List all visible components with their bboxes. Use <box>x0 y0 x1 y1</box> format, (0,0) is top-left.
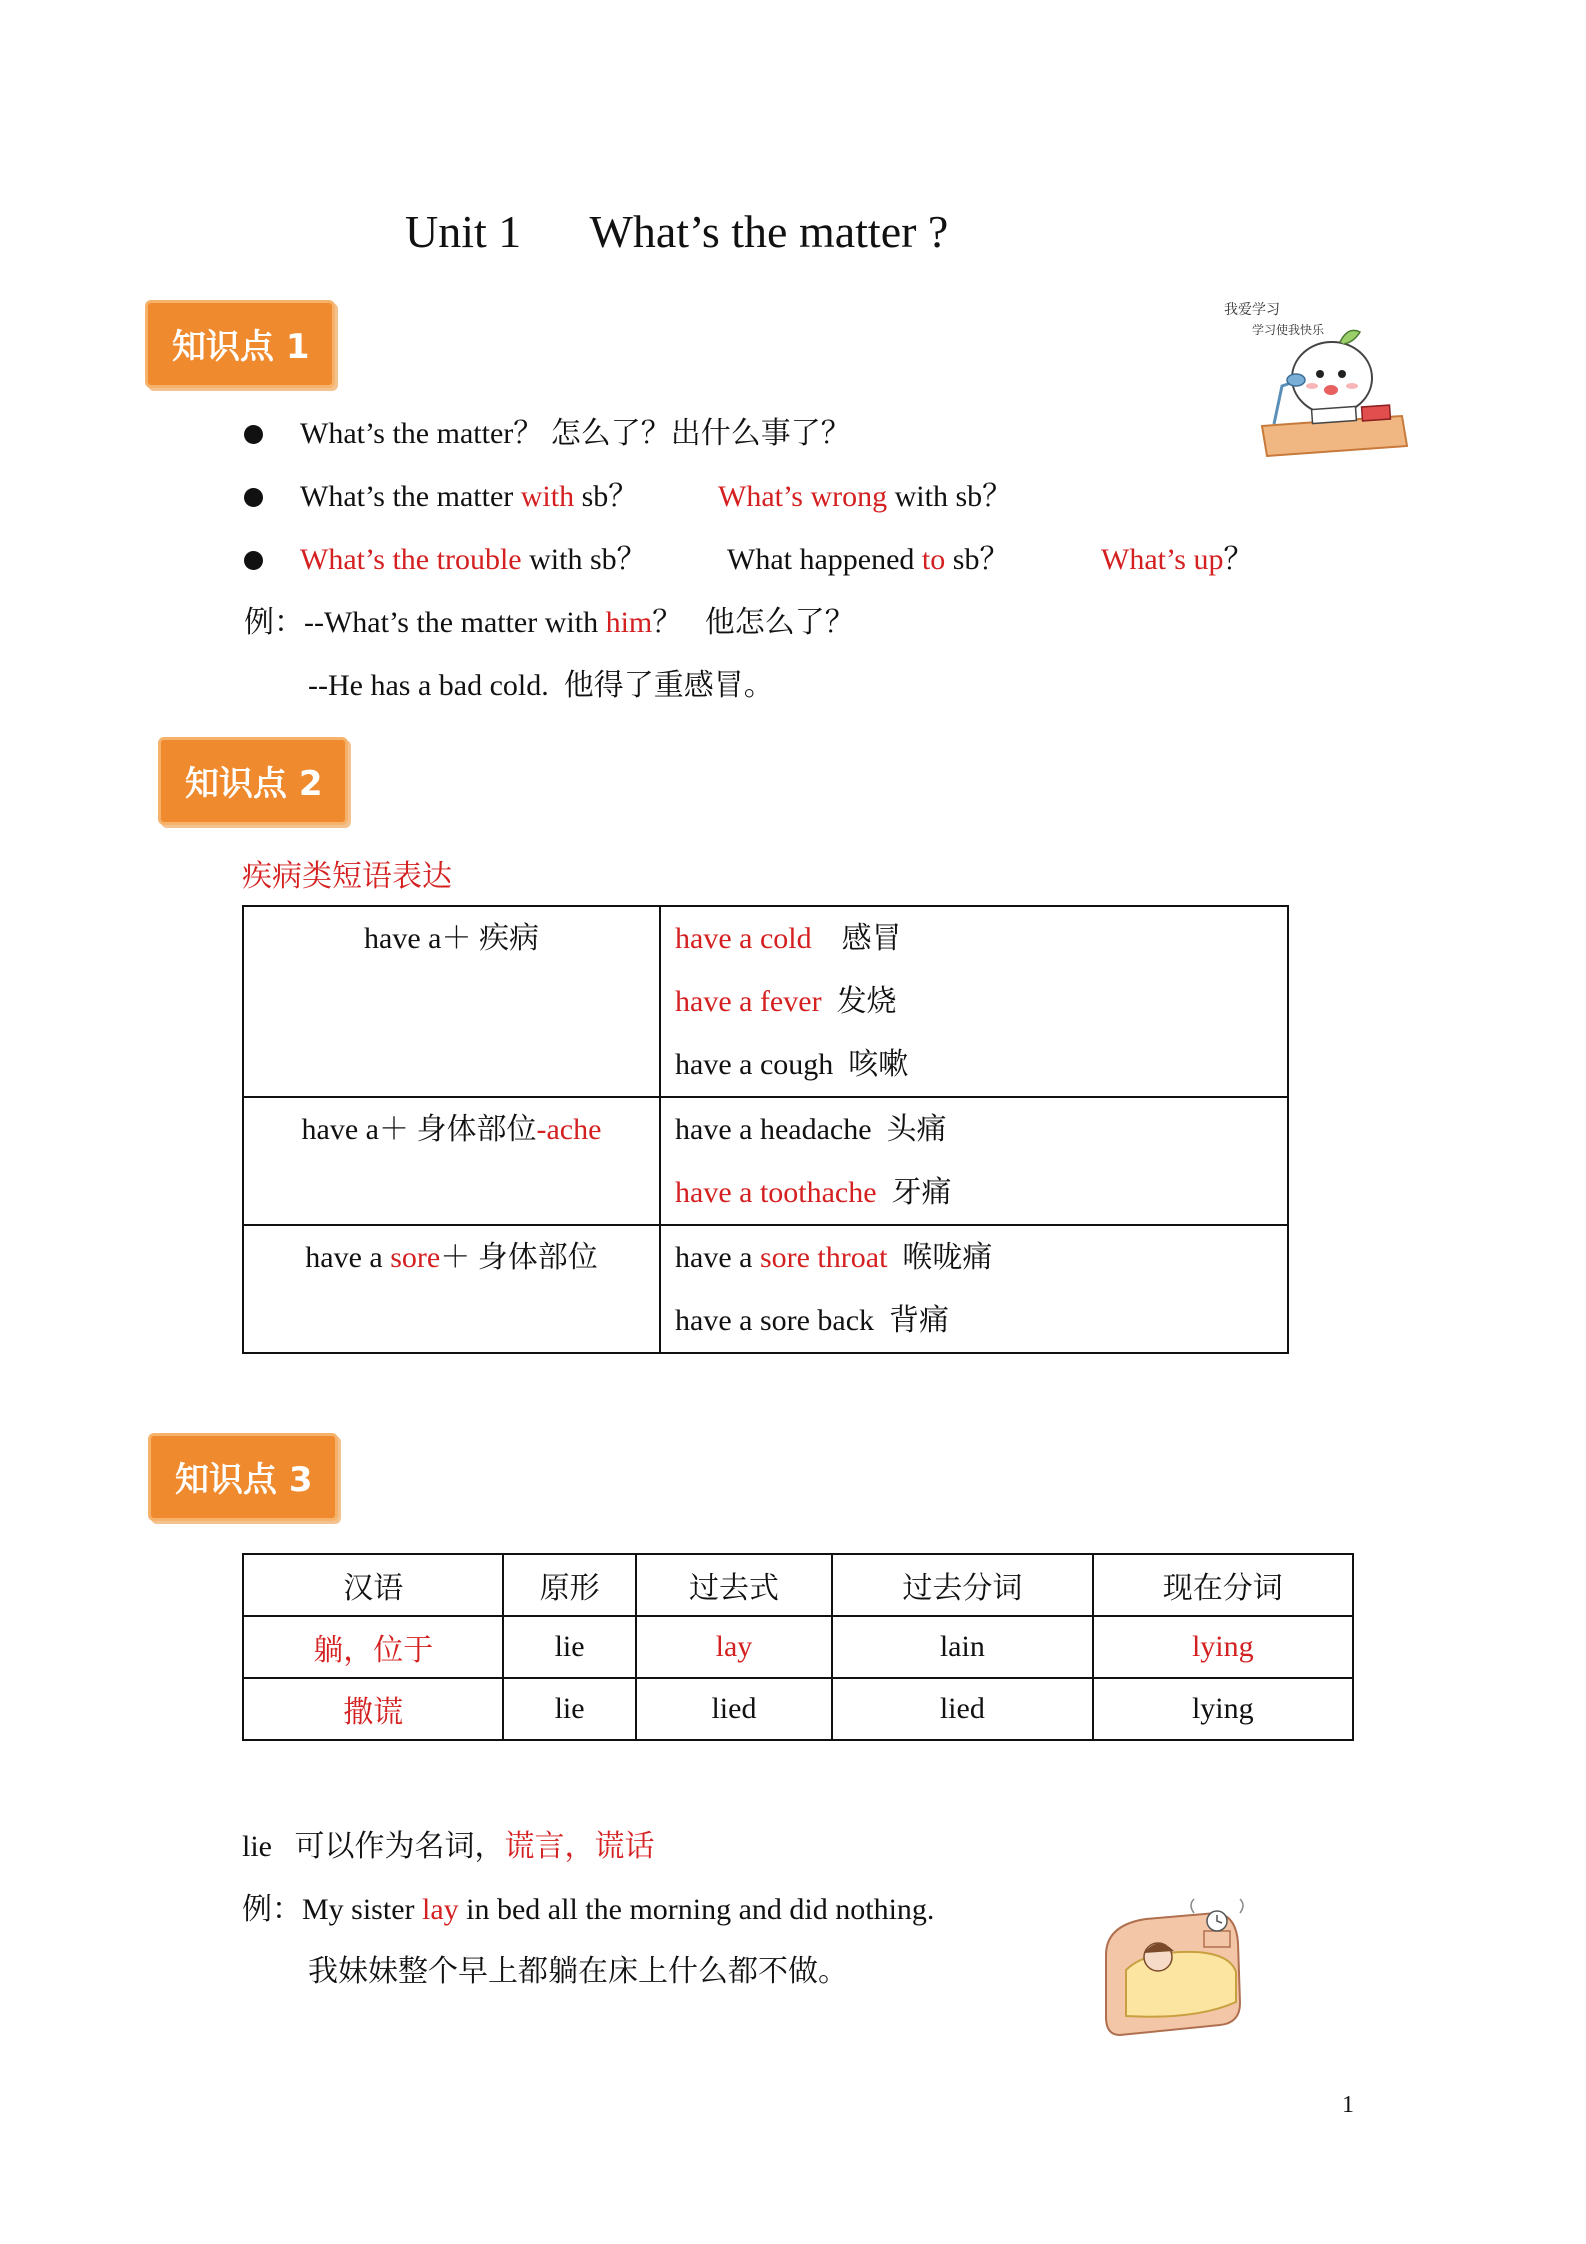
table-row <box>243 1097 1288 1225</box>
text-run: 感冒 <box>811 922 902 955</box>
phrase-examples-cell <box>660 906 1288 1097</box>
highlight-text: have a cold <box>675 922 812 955</box>
phrase-example <box>675 1033 1287 1096</box>
highlight-text: sore <box>390 1241 441 1274</box>
phrase-example <box>675 970 1287 1033</box>
text-run: ？ 他怎么了？ <box>652 606 855 639</box>
text-run: have a cough 咳嗽 <box>675 1048 909 1081</box>
text-run: with sb？ <box>521 543 647 576</box>
example-question <box>244 603 855 643</box>
bullet-dot <box>244 425 263 444</box>
table-cell: lying <box>1093 1616 1353 1678</box>
column-header: 过去分词 <box>832 1554 1092 1616</box>
phrase-example <box>675 1098 1287 1161</box>
table-cell: 躺，位于 <box>243 1616 503 1678</box>
text-run: sb？ <box>945 543 1010 576</box>
phrase-pattern <box>244 907 659 970</box>
page-number: 1 <box>1342 2092 1354 2118</box>
phrase-pattern-cell <box>243 1097 660 1225</box>
bullet-line-3-alt1 <box>727 540 1009 580</box>
table-row <box>243 1678 1353 1740</box>
highlight-text: What’s the trouble <box>300 543 522 576</box>
highlight-text: to <box>921 543 946 576</box>
bullet-line-1 <box>300 414 851 454</box>
phrase-example <box>675 1289 1287 1352</box>
highlight-text: lay <box>422 1893 459 1926</box>
text-run: in bed all the morning and did nothing. <box>458 1893 935 1926</box>
table-row <box>243 906 1288 1097</box>
text-run: What happened <box>727 543 922 576</box>
illness-phrase-table <box>242 905 1289 1354</box>
bullet-line-3 <box>300 540 647 580</box>
highlight-text: him <box>605 606 653 639</box>
table-cell: lie <box>503 1678 635 1740</box>
table-cell: lie <box>503 1616 635 1678</box>
table-row <box>243 1225 1288 1353</box>
phrase-example <box>675 907 1287 970</box>
text-run: 发烧 <box>821 985 897 1018</box>
study-sticker-illustration <box>1222 296 1412 466</box>
table-cell: lied <box>832 1678 1092 1740</box>
highlight-text: have a toothache <box>675 1176 877 1209</box>
lie-noun-note <box>242 1827 655 1867</box>
highlight-text: have a fever <box>675 985 822 1018</box>
text-run: have a＋ 疾病 <box>364 922 539 955</box>
column-header: 现在分词 <box>1093 1554 1353 1616</box>
text-run: 例：My sister <box>242 1893 422 1926</box>
phrase-examples-cell <box>660 1225 1288 1353</box>
phrase-pattern <box>244 1098 659 1161</box>
highlight-text: What’s wrong <box>718 480 888 513</box>
text-run: have a <box>305 1241 391 1274</box>
bullet-dot <box>244 488 263 507</box>
phrase-pattern <box>244 1226 659 1289</box>
table-cell: 撒谎 <box>243 1678 503 1740</box>
phrase-examples-cell <box>660 1097 1288 1225</box>
highlight-text: What’s up <box>1101 543 1224 576</box>
section-badge-2: 知识点 2 <box>158 737 348 825</box>
highlight-text: sore throat <box>759 1241 888 1274</box>
text-run: ＋ 身体部位 <box>440 1241 598 1274</box>
sleeping-in-bed-illustration <box>1096 1895 1256 2045</box>
section-badge-1: 知识点 1 <box>145 300 335 388</box>
text-run: have a sore back 背痛 <box>675 1304 950 1337</box>
phrase-pattern-cell <box>243 1225 660 1353</box>
page-title: Unit 1 What’s the matter ? <box>405 206 949 257</box>
text-run: What’s the matter <box>300 480 521 513</box>
highlight-text: 谎言，谎话 <box>504 1830 655 1863</box>
example-answer: --He has a bad cold. 他得了重感冒。 <box>308 669 774 702</box>
text-run: 牙痛 <box>876 1176 952 1209</box>
text-run: ？ <box>1223 543 1254 576</box>
phrase-example <box>675 1226 1287 1289</box>
text-run: have a <box>675 1241 760 1274</box>
text-run: 例：--What’s the matter with <box>244 606 606 639</box>
text-run: lie 可以作为名词， <box>242 1830 505 1863</box>
verb-forms-table <box>242 1553 1354 1741</box>
bullet-line-2 <box>300 477 638 517</box>
section3-example-translation: 我妹妹整个早上都躺在床上什么都不做。 <box>308 1955 848 1988</box>
highlight-text: -ache <box>536 1113 602 1146</box>
section-badge-3: 知识点 3 <box>148 1433 338 1521</box>
bullet-line-3-alt2 <box>1101 540 1253 580</box>
table-cell: lying <box>1093 1678 1353 1740</box>
sticker-text-1: 我爱学习 <box>1224 302 1280 318</box>
text-run: 喉咙痛 <box>887 1241 993 1274</box>
table-cell: lay <box>636 1616 832 1678</box>
bullet-dot <box>244 551 263 570</box>
table-cell: lain <box>832 1616 1092 1678</box>
table-row <box>243 1616 1353 1678</box>
text-run: with sb？ <box>887 480 1013 513</box>
column-header: 汉语 <box>243 1554 503 1616</box>
column-header: 原形 <box>503 1554 635 1616</box>
text-run: have a＋ 身体部位 <box>301 1113 537 1146</box>
phrase-example <box>675 1161 1287 1224</box>
text-run: sb？ <box>574 480 639 513</box>
table-header-row <box>243 1554 1353 1616</box>
bullet-line-2-alt <box>718 477 1012 517</box>
highlight-text: with <box>520 480 575 513</box>
phrase-pattern-cell <box>243 906 660 1097</box>
column-header: 过去式 <box>636 1554 832 1616</box>
sticker-text-2: 学习使我快乐 <box>1252 323 1325 337</box>
table-cell: lied <box>636 1678 832 1740</box>
text-run: What’s the matter？ 怎么了？出什么事了？ <box>300 417 851 450</box>
section3-example <box>242 1890 934 1930</box>
text-run: have a headache 头痛 <box>675 1113 947 1146</box>
section2-subtitle: 疾病类短语表达 <box>242 860 452 893</box>
